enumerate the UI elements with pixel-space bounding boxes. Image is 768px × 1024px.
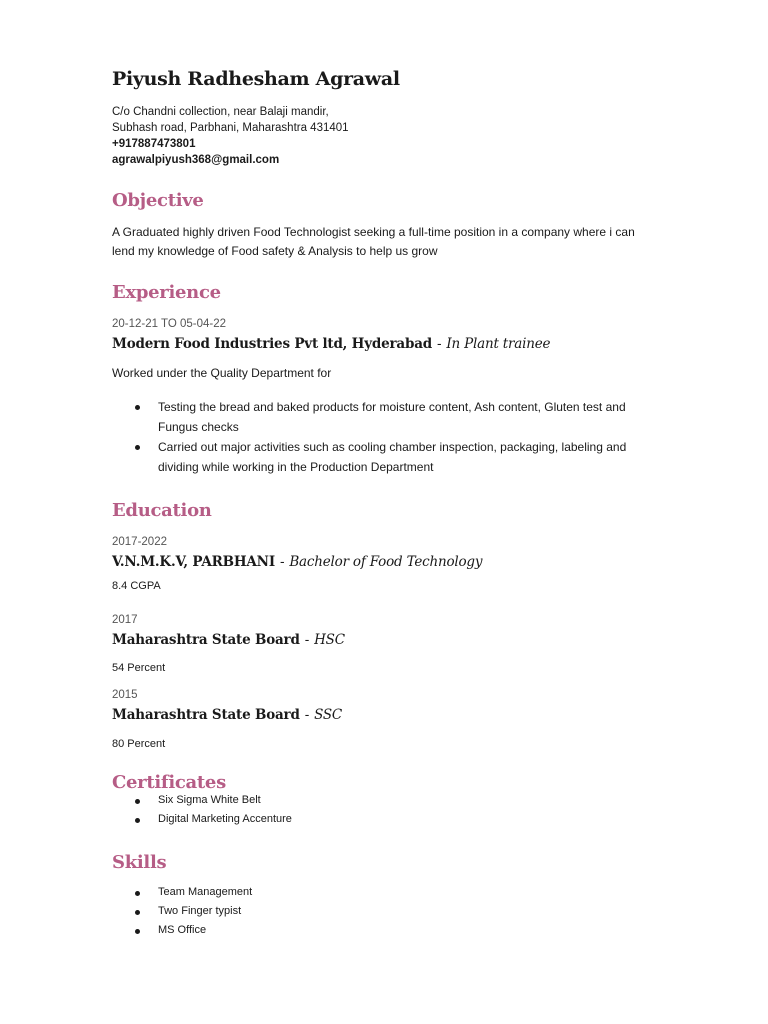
email-address: agrawalpiyush368@gmail.com <box>112 154 280 166</box>
education-separator-2: - <box>304 632 310 648</box>
experience-role: In Plant trainee <box>446 336 551 352</box>
bullet-dot <box>135 891 140 896</box>
experience-title <box>112 336 550 352</box>
education-date-1: 2017-2022 <box>112 536 167 548</box>
experience-heading: Experience <box>112 282 221 303</box>
bullet-dot <box>135 799 140 804</box>
skills-heading: Skills <box>112 852 167 873</box>
education-score-1: 8.4 CGPA <box>112 580 161 592</box>
experience-bullet-2: Carried out major activities such as cooling chamber inspection, packaging, labeling and dividing while working in the Production Department <box>158 440 627 474</box>
objective-text: A Graduated highly driven Food Technologist seeking a full-time position in a company where i can lend my knowledge of Food safety & Analysis to help us grow <box>112 225 635 258</box>
education-date-2: 2017 <box>112 614 138 626</box>
experience-separator: - <box>437 336 442 352</box>
education-score-3: 80 Percent <box>112 738 166 750</box>
skill-item-2: Two Finger typist <box>158 905 242 917</box>
education-heading: Education <box>112 500 212 521</box>
objective-heading: Objective <box>112 190 204 211</box>
experience-org: Modern Food Industries Pvt ltd, Hyderabad <box>112 336 432 352</box>
education-org-1: V.N.M.K.V, PARBHANI <box>112 554 275 570</box>
education-title-3 <box>112 707 342 723</box>
education-degree-3: SSC <box>314 707 343 723</box>
bullet-dot <box>135 818 140 823</box>
bullet-dot <box>135 445 140 450</box>
education-title-2 <box>112 632 345 648</box>
certificate-item-2: Digital Marketing Accenture <box>158 813 292 825</box>
education-org-3: Maharashtra State Board <box>112 707 300 723</box>
address-line-1: C/o Chandni collection, near Balaji mandir, <box>112 106 329 118</box>
education-org-2: Maharashtra State Board <box>112 632 300 648</box>
education-degree-2: HSC <box>314 632 345 648</box>
bullet-dot <box>135 929 140 934</box>
candidate-name: Piyush Radhesham Agrawal <box>112 68 400 90</box>
bullet-dot <box>135 910 140 915</box>
education-title-1 <box>112 554 482 570</box>
address-line-2: Subhash road, Parbhani, Maharashtra 431401 <box>112 122 349 134</box>
phone-number: +917887473801 <box>112 138 196 150</box>
education-degree-1: Bachelor of Food Technology <box>289 554 483 570</box>
experience-date: 20-12-21 TO 05-04-22 <box>112 318 227 330</box>
skill-item-1: Team Management <box>158 886 253 898</box>
education-separator-1: - <box>279 554 285 570</box>
skill-item-3: MS Office <box>158 924 207 936</box>
experience-bullet-1: Testing the bread and baked products for moisture content, Ash content, Gluten test and Fungus checks <box>158 400 626 434</box>
experience-intro: Worked under the Quality Department for <box>112 366 332 380</box>
certificates-heading: Certificates <box>112 772 226 793</box>
education-date-3: 2015 <box>112 689 138 701</box>
bullet-dot <box>135 405 140 410</box>
education-separator-3: - <box>304 707 310 723</box>
education-score-2: 54 Percent <box>112 662 166 674</box>
certificate-item-1: Six Sigma White Belt <box>158 794 261 806</box>
